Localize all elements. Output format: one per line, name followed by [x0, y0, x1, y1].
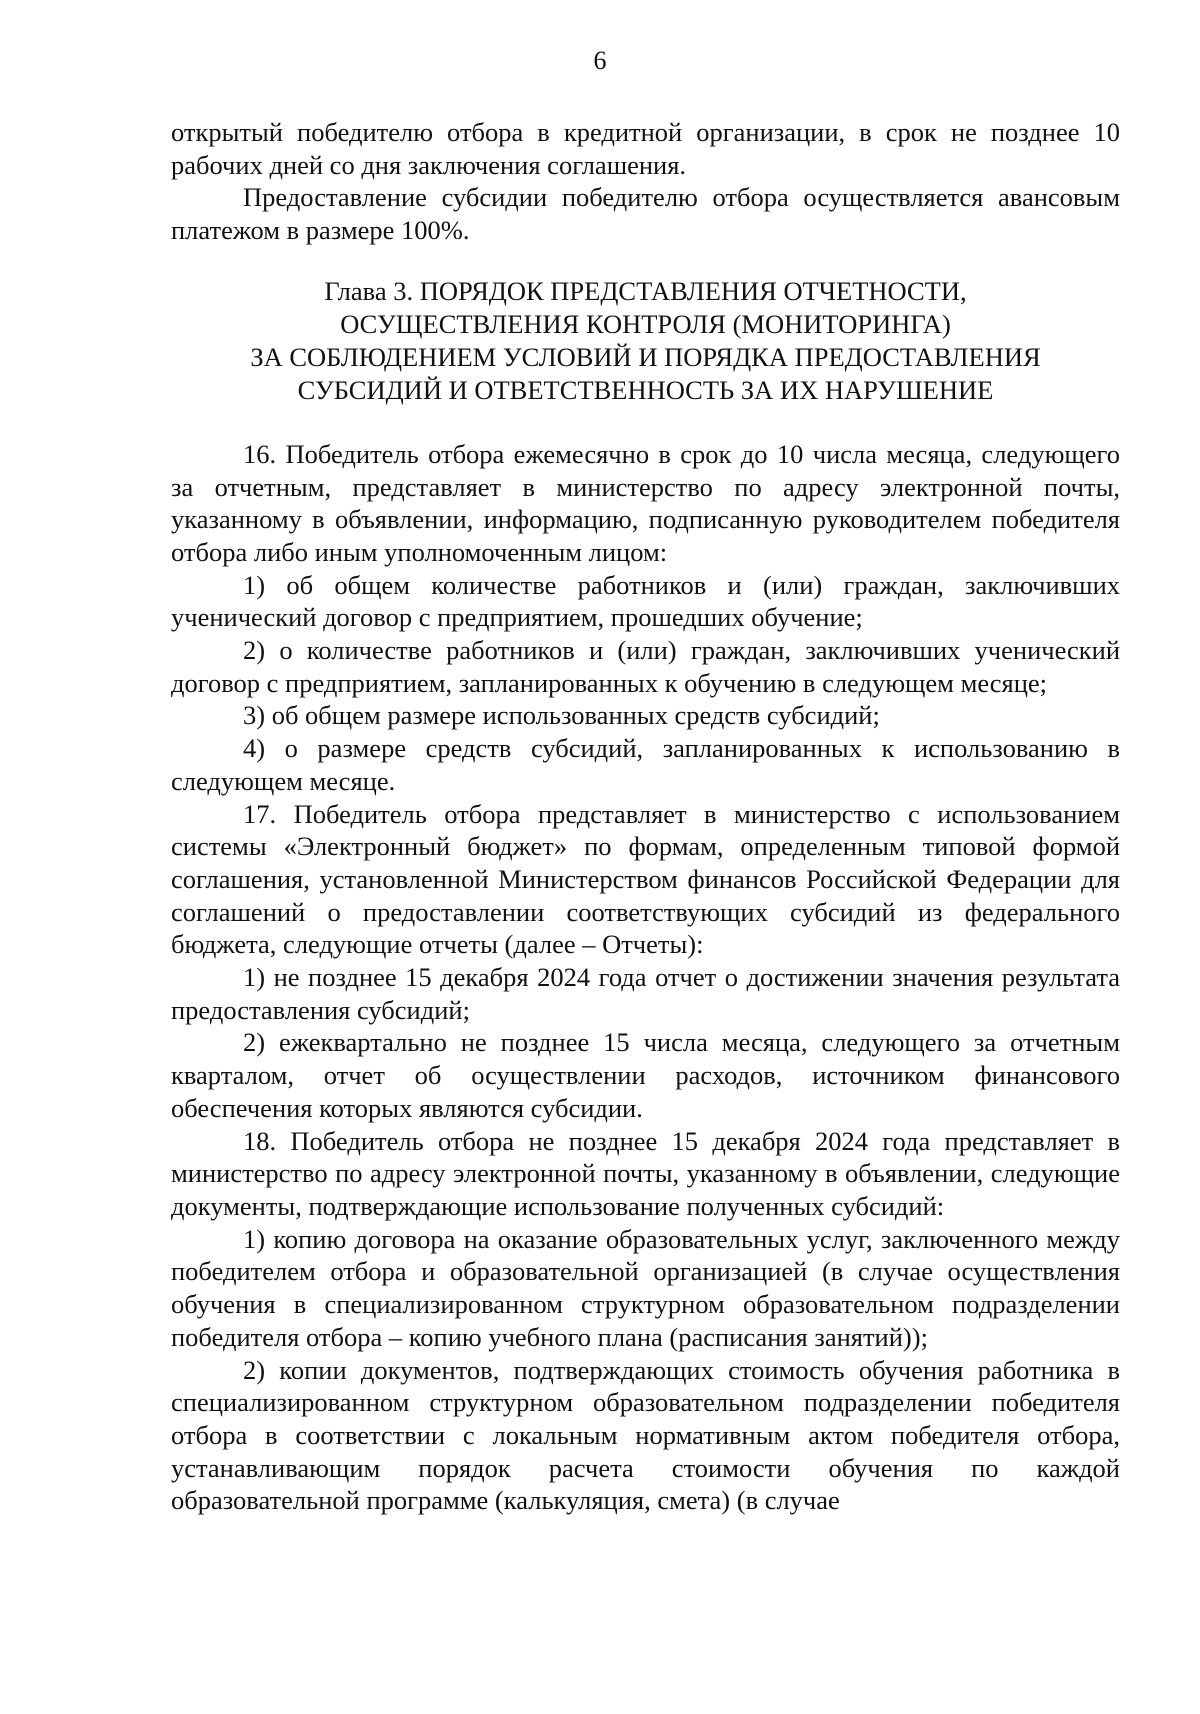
- paragraph: 4) о размере средств субсидий, запланированных к использованию в следующем месяце.: [171, 733, 1120, 796]
- intro-paragraphs: [171, 116, 1120, 247]
- chapter-paragraphs: [171, 438, 1120, 1517]
- paragraph: 16. Победитель отбора ежемесячно в срок до 10 числа месяца, следующего за отчетным, представляет в министерство по адресу электронной почты, указанному в объявлении, информацию, подписанную руководителем победителя отбора либо иным уполномоченным лицом:: [171, 438, 1120, 567]
- paragraph: 1) копию договора на оказание образовательных услуг, заключенного между победителем отбора и образовательной организацией (в случае осуществления обучения в специализированном структурном образовательном подразделении победителя отбора – копию учебного плана (расписания занятий));: [171, 1223, 1120, 1352]
- paragraph: открытый победителю отбора в кредитной организации, в срок не позднее 10 рабочих дней со дня заключения соглашения.: [171, 117, 1120, 180]
- chapter-heading-line: ОСУЩЕСТВЛЕНИЯ КОНТРОЛЯ (МОНИТОРИНГА): [340, 308, 951, 339]
- chapter-heading-line: СУБСИДИЙ И ОТВЕТСТВЕННОСТЬ ЗА ИХ НАРУШЕНИЕ: [297, 374, 994, 405]
- paragraph: Предоставление субсидии победителю отбора осуществляется авансовым платежом в размере 100%.: [171, 182, 1120, 246]
- paragraph: 1) об общем количестве работников и (или) граждан, заключивших ученический договор с предприятием, прошедших обучение;: [171, 569, 1120, 633]
- chapter-heading-line: Глава 3. ПОРЯДОК ПРЕДСТАВЛЕНИЯ ОТЧЕТНОСТИ,: [324, 275, 967, 306]
- chapter-heading: [171, 275, 1120, 407]
- paragraph: 17. Победитель отбора представляет в министерство с использованием системы «Электронный бюджет» по формам, определенным типовой формой соглашения, установленной Министерством финансов Российской Федерации для соглашений о предоставлении соответствующих субсидий из федерального бюджета, следующие отчеты (далее – Отчеты):: [171, 798, 1120, 960]
- paragraph: 1) не позднее 15 декабря 2024 года отчет о достижении значения результата предоставления субсидий;: [171, 962, 1120, 1025]
- paragraph: 2) ежеквартально не позднее 15 числа месяца, следующего за отчетным кварталом, отчет об осуществлении расходов, источником финансового обеспечения которых являются субсидии.: [171, 1027, 1120, 1123]
- paragraph: 3) об общем размере использованных средств субсидий;: [243, 700, 880, 731]
- paragraph: 2) о количестве работников и (или) граждан, заключивших ученический договор с предприятием, запланированных к обучению в следующем месяце;: [171, 635, 1120, 698]
- document-body: [171, 116, 1120, 1517]
- page-number: 6: [593, 46, 607, 75]
- chapter-heading-line: ЗА СОБЛЮДЕНИЕМ УСЛОВИЙ И ПОРЯДКА ПРЕДОСТАВЛЕНИЯ: [250, 341, 1041, 372]
- paragraph: 2) копии документов, подтверждающих стоимость обучения работника в специализированном структурном образовательном подразделении победителя отбора в соответствии с локальным нормативным актом победителя отбора, устанавливающим порядок расчета стоимости обучения по каждой образовательной программе (калькуляция, смета) (в случае: [171, 1354, 1120, 1516]
- paragraph: 18. Победитель отбора не позднее 15 декабря 2024 года представляет в министерство по адресу электронной почты, указанному в объявлении, следующие документы, подтверждающие использование полученных субсидий:: [171, 1125, 1120, 1221]
